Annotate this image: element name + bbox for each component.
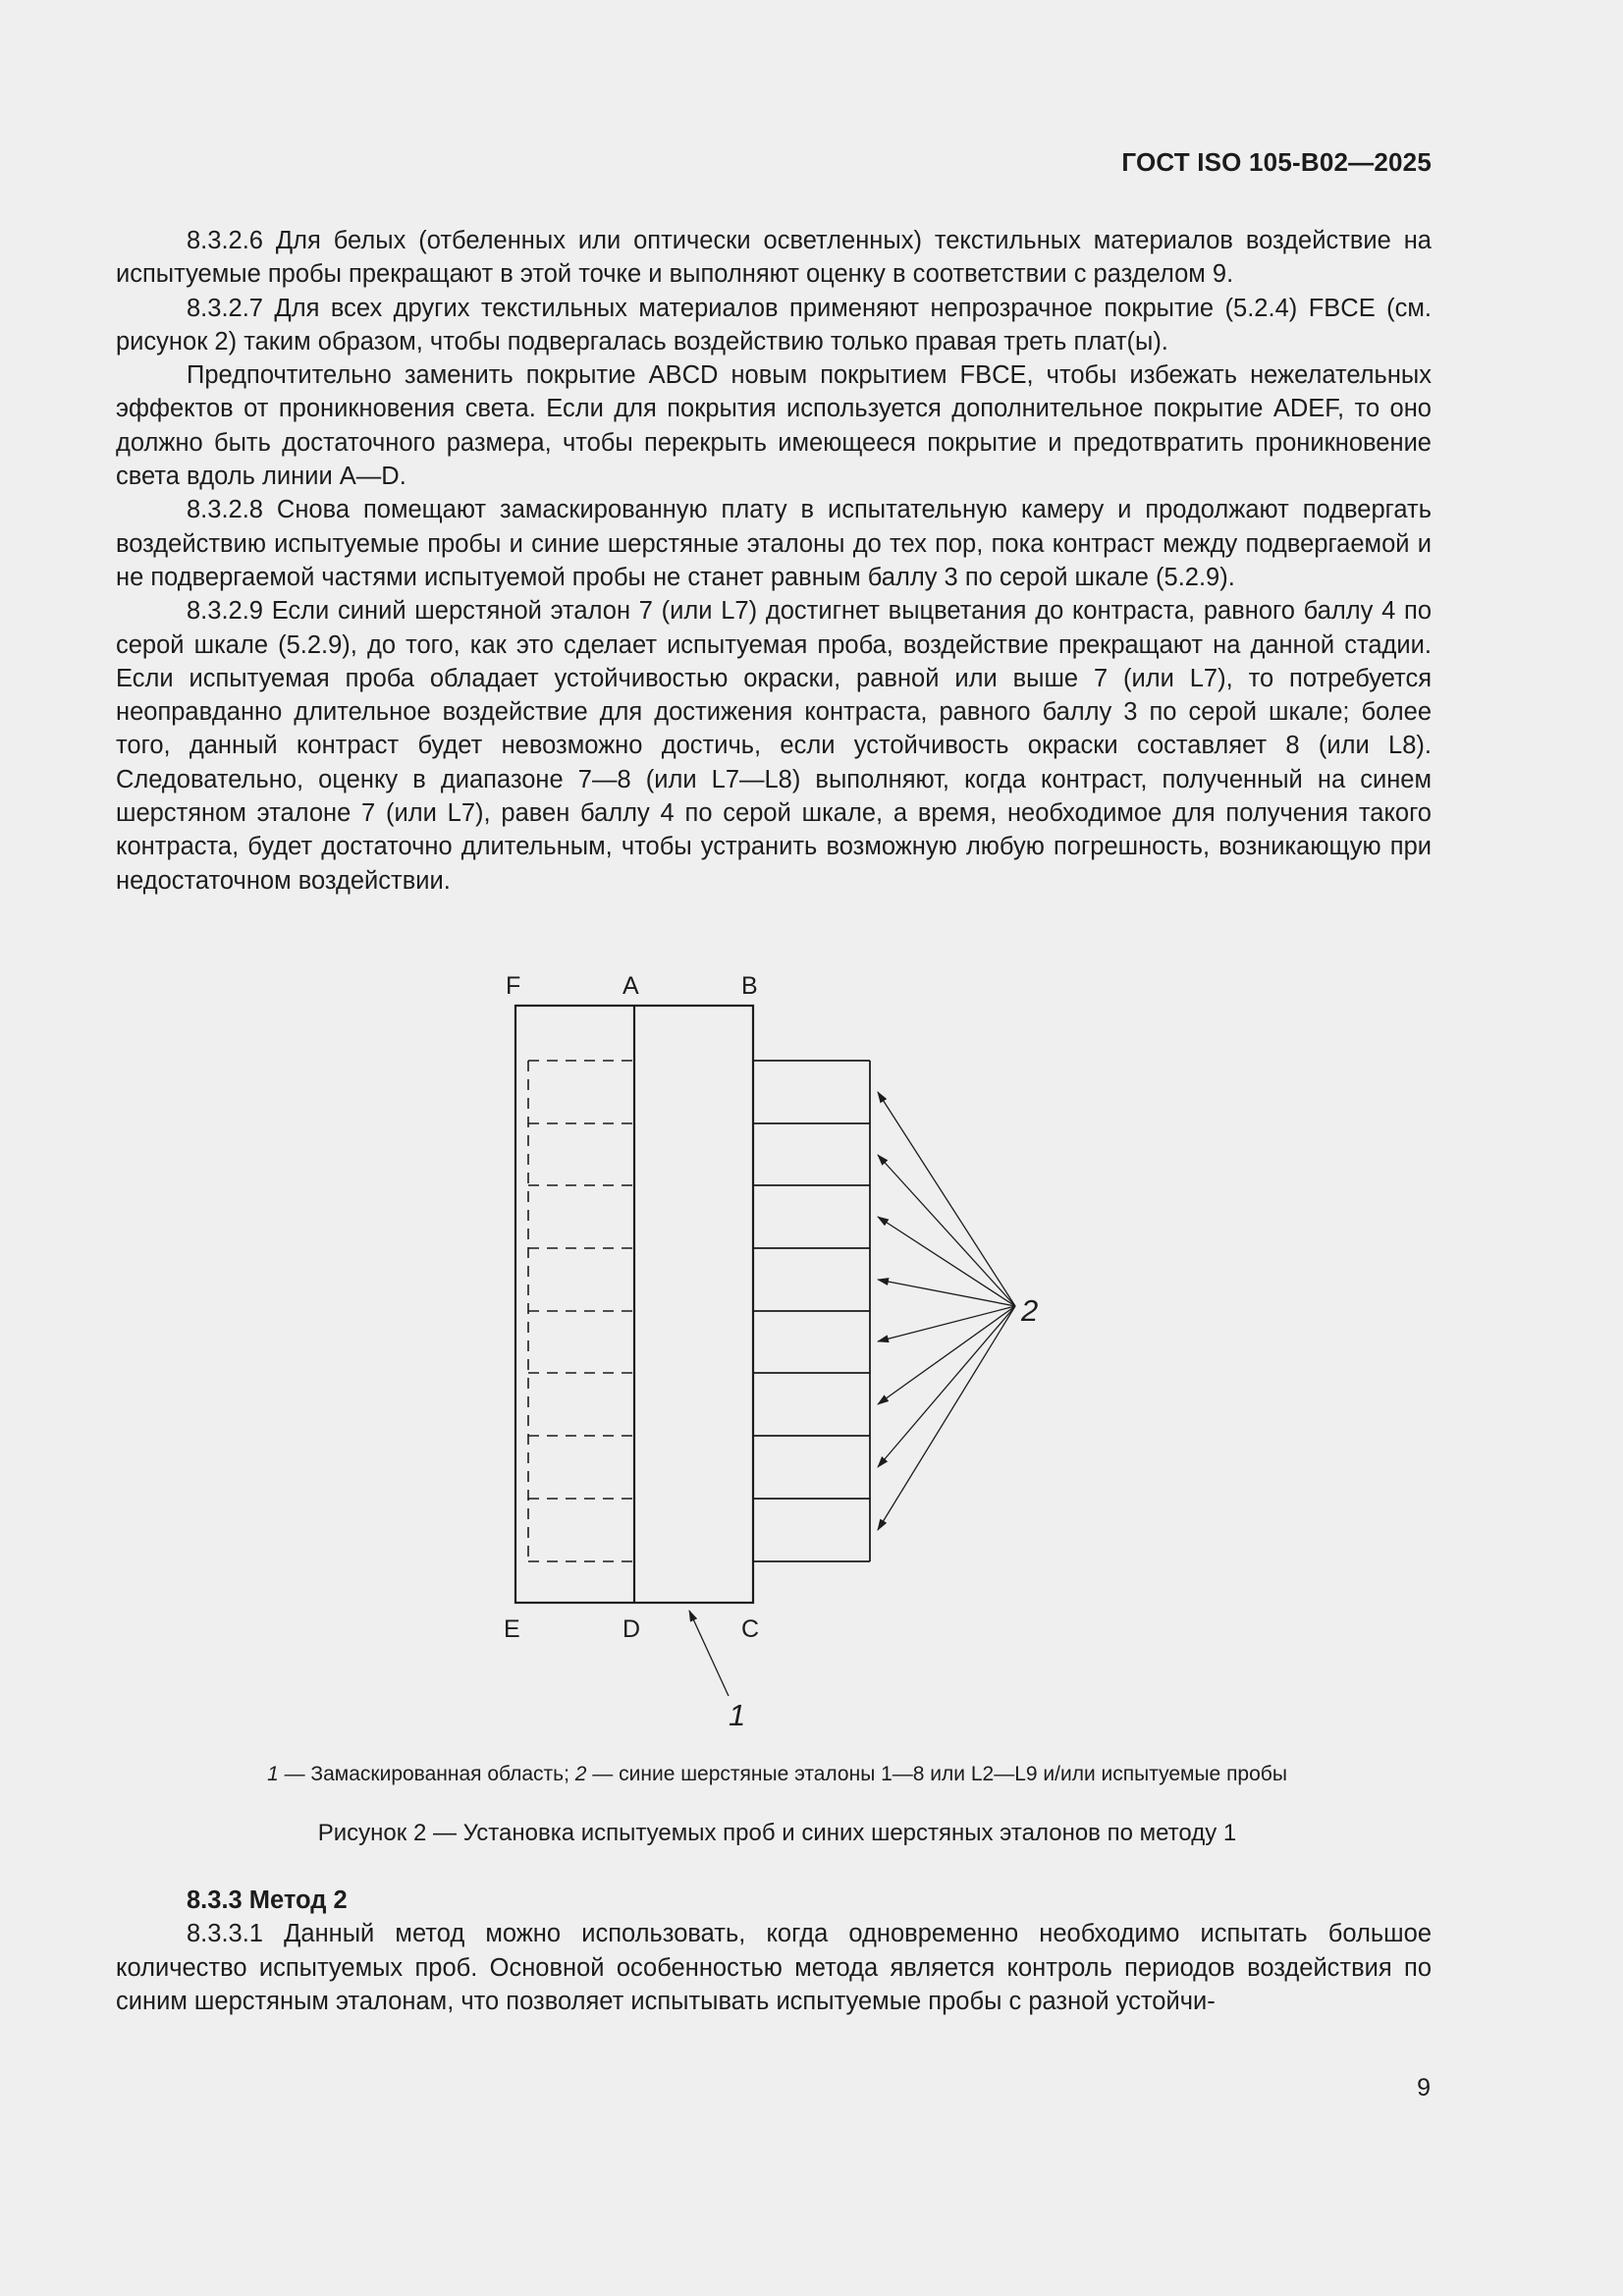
paragraph-8-3-2-9: 8.3.2.9 Если синий шерстяной эталон 7 (или L7) достигнет выцветания до контраста, равного баллу 4 по серой шкале (5.2.9), до того, как это сделает испытуемая проба, воздействие прекращают на данной стадии. Если испытуемая проба обладает устойчивостью окраски, равной или выше 7 (или L7), то потребуется неоправданно длительное воздействие для достижения контраста, равного баллу 3 по серой шкале; более того, данный контраст будет невозможно достичь, если устойчивость окраски составляет 8 (или L8). Следовательно, оценку в диапазоне 7—8 (или L7—L8) выполняют, когда контраст, полученный на синем шерстяном эталоне 7 (или L7), равен баллу 4 по серой шкале, а время, необходимое для получения такого контраста, будет достаточно длительным, чтобы устранить возможную любую погрешность, возникающую при недостаточном воздействии.	[116, 597, 1432, 895]
figure-caption-text: Рисунок 2 — Установка испытуемых проб и синих шерстяных эталонов по методу 1	[317, 1820, 1237, 1846]
legend-num-1: 1	[267, 1763, 279, 1785]
masked-area-dashed	[528, 1061, 634, 1561]
document-header: ГОСТ ISO 105-B02—2025	[1121, 147, 1432, 177]
specimen-strips	[753, 1061, 870, 1561]
legend-text-2: — синие шерстяные эталоны 1—8 или L2—L9 и/или испытуемые пробы	[586, 1763, 1287, 1785]
body-text	[116, 224, 1432, 898]
label-a: A	[622, 972, 639, 1000]
callout-2: 2	[1021, 1293, 1039, 1328]
outer-cover-fbce	[515, 1006, 753, 1603]
paragraph-8-3-3-1: 8.3.3.1 Данный метод можно использовать, когда одновременно необходимо испытать большое количество испытуемых проб. Основной особенностью метода является контроль периодов воздействия по синим шерстяным эталонам, что позволяет испытывать испытуемые пробы с разной устойчи-	[116, 1920, 1432, 2015]
label-b: B	[741, 972, 758, 1000]
label-d: D	[622, 1615, 641, 1643]
label-c: C	[741, 1615, 760, 1643]
figure-caption	[0, 1820, 1623, 1847]
callout-1: 1	[729, 1698, 746, 1732]
label-f: F	[506, 972, 521, 1000]
section-8-3-3	[116, 1884, 1432, 2018]
figure-legend	[0, 1763, 1623, 1786]
page-number: 9	[1417, 2074, 1431, 2102]
paragraph-8-3-2-7: 8.3.2.7 Для всех других текстильных материалов применяют непрозрачное покрытие (5.2.4) FBCE (см. рисунок 2) таким образом, чтобы подвергалась воздействию только правая треть плат(ы).	[116, 294, 1432, 355]
legend-text-1: — Замаскированная область;	[278, 1763, 575, 1785]
callout-2-leaders	[878, 1092, 1015, 1530]
legend-num-2: 2	[574, 1763, 587, 1785]
paragraph-preferably-replace: Предпочтительно заменить покрытие ABCD новым покрытием FBCE, чтобы избежать нежелательных эффектов от проникновения света. Если для покрытия используется дополнительное покрытие ADEF, то оно должно быть достаточного размера, чтобы перекрыть имеющееся покрытие и предотвратить проникновение света вдоль линии A—D.	[116, 361, 1432, 491]
label-e: E	[504, 1615, 520, 1643]
section-heading: 8.3.3 Метод 2	[187, 1886, 348, 1914]
paragraph-8-3-2-6: 8.3.2.6 Для белых (отбеленных или оптически осветленных) текстильных материалов воздействие на испытуемые пробы прекращают в этой точке и выполняют оценку в соответствии с разделом 9.	[116, 227, 1432, 289]
callout-1-leader	[689, 1611, 729, 1696]
paragraph-8-3-2-8: 8.3.2.8 Снова помещают замаскированную плату в испытательную камеру и продолжают подвергать воздействию испытуемые пробы и синие шерстяные эталоны до тех пор, пока контраст между подвергаемой и не подвергаемой частями испытуемой пробы не станет равным баллу 3 по серой шкале (5.2.9).	[116, 496, 1432, 591]
